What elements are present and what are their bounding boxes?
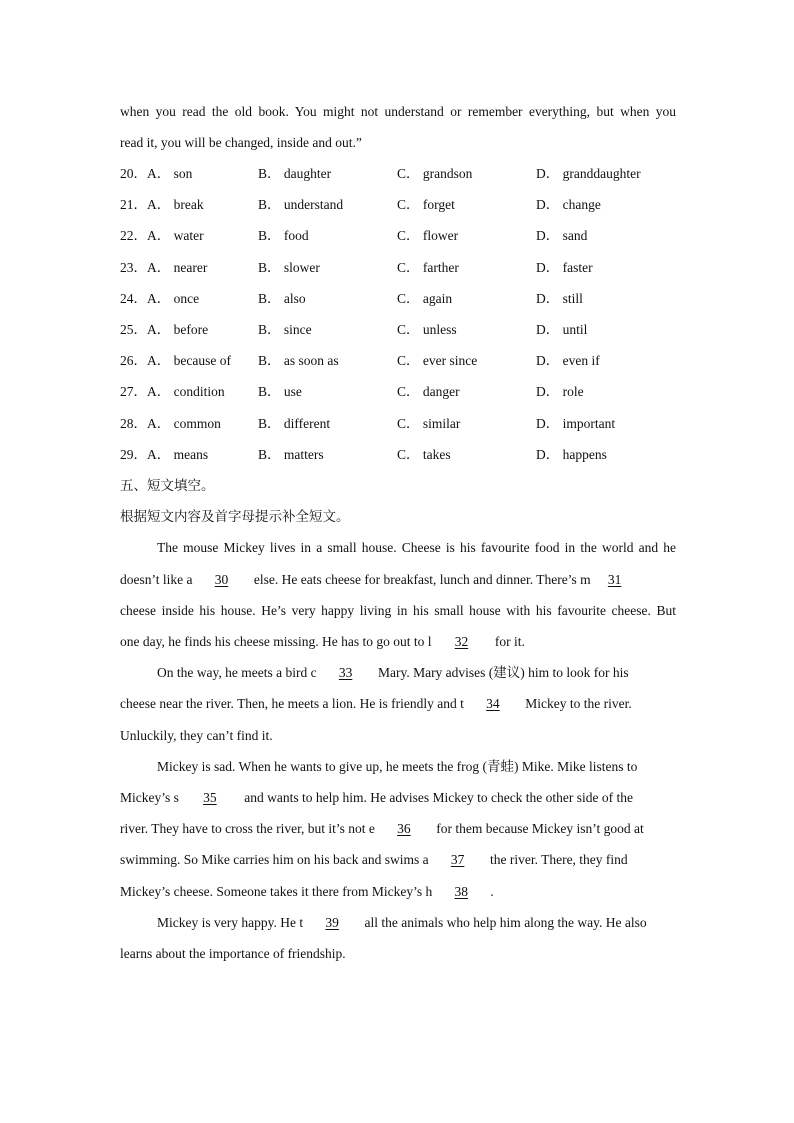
question-option-d: D． sand — [536, 228, 588, 243]
question-option-b: B． food — [258, 228, 309, 243]
question-option-d: D． even if — [536, 353, 600, 368]
passage-line: one day, he finds his cheese missing. He has to go out to l 32 for it. — [120, 634, 525, 649]
question-29 — [120, 447, 676, 463]
question-option-c: C． danger — [397, 384, 460, 399]
question-option-b: B． matters — [258, 447, 324, 462]
question-option-d: D． granddaughter — [536, 166, 641, 181]
question-option-d: D． change — [536, 197, 601, 212]
question-option-c: C． unless — [397, 322, 457, 337]
question-option-c: C． similar — [397, 416, 461, 431]
passage-line: The mouse Mickey lives in a small house. Cheese is his favourite food in the world and he — [157, 540, 676, 555]
question-option-c: C． ever since — [397, 353, 478, 368]
blank-33: 33 — [338, 665, 353, 680]
question-option-d: D． still — [536, 291, 583, 306]
passage-line: Unluckily, they can’t find it. — [120, 728, 273, 743]
passage-line: cheese near the river. Then, he meets a lion. He is friendly and t 34 Mickey to the river. — [120, 696, 632, 711]
question-option-d: D． role — [536, 384, 584, 399]
question-20 — [120, 166, 676, 182]
question-option-d: D． faster — [536, 260, 593, 275]
intro-line-2: read it, you will be changed, inside and out.” — [120, 135, 362, 150]
question-option-b: B． daughter — [258, 166, 332, 181]
passage-line: Mickey is very happy. He t 39 all the animals who help him along the way. He also — [157, 915, 647, 930]
blank-34: 34 — [486, 696, 500, 711]
question-24 — [120, 291, 676, 307]
blank-35: 35 — [203, 790, 217, 805]
question-23 — [120, 260, 676, 276]
question-option-a: 25．A． before — [120, 322, 209, 337]
passage-line: learns about the importance of friendship. — [120, 946, 346, 961]
section-instruction: 根据短文内容及首字母提示补全短文。 — [120, 509, 350, 525]
question-option-b: B． use — [258, 384, 302, 399]
blank-36: 36 — [397, 821, 411, 836]
question-option-a: 28．A． common — [120, 416, 221, 431]
question-option-a: 29．A． means — [120, 447, 209, 462]
passage-line: cheese inside his house. He’s very happy living in his small house with his favourite cheese. But — [120, 603, 676, 618]
question-option-d: D． until — [536, 322, 588, 337]
blank-39: 39 — [325, 915, 339, 930]
question-option-c: C． takes — [397, 447, 451, 462]
passage-line: On the way, he meets a bird c 33 Mary. Mary advises (建议) him to look for his — [157, 665, 629, 680]
question-option-a: 20．A． son — [120, 166, 193, 181]
question-option-c: C． grandson — [397, 166, 473, 181]
passage-line: river. They have to cross the river, but it’s not e 36 for them because Mickey isn’t good at — [120, 821, 644, 836]
question-option-c: C． farther — [397, 260, 459, 275]
passage-line: Mickey’s s 35 and wants to help him. He advises Mickey to check the other side of the — [120, 790, 634, 805]
question-21 — [120, 197, 676, 213]
question-option-a: 22．A． water — [120, 228, 204, 243]
question-option-b: B． since — [258, 322, 312, 337]
question-28 — [120, 416, 676, 432]
question-option-a: 24．A． once — [120, 291, 200, 306]
question-option-b: B． as soon as — [258, 353, 339, 368]
question-option-a: 26．A． because of — [120, 353, 231, 368]
question-option-b: B． slower — [258, 260, 320, 275]
question-22 — [120, 228, 676, 244]
question-26 — [120, 353, 676, 369]
passage-line: swimming. So Mike carries him on his back and swims a 37 the river. There, they find — [120, 852, 628, 867]
question-option-c: C． again — [397, 291, 453, 306]
question-option-a: 27．A． condition — [120, 384, 225, 399]
blank-30: 30 — [214, 572, 229, 587]
blank-31: 31 — [607, 572, 622, 587]
passage-line: Mickey is sad. When he wants to give up, he meets the frog (青蛙) Mike. Mike listens to — [157, 759, 638, 774]
blank-37: 37 — [450, 852, 465, 867]
question-option-d: D． important — [536, 416, 616, 431]
question-option-c: C． flower — [397, 228, 459, 243]
blank-32: 32 — [454, 634, 469, 649]
question-option-b: B． understand — [258, 197, 344, 212]
blank-38: 38 — [454, 884, 469, 899]
question-option-d: D． happens — [536, 447, 607, 462]
section-title: 五、短文填空。 — [120, 478, 215, 494]
question-option-a: 21．A． break — [120, 197, 204, 212]
question-option-b: B． different — [258, 416, 331, 431]
question-25 — [120, 322, 676, 338]
passage-line: Mickey’s cheese. Someone takes it there from Mickey’s h 38 . — [120, 884, 494, 899]
passage-line: doesn’t like a 30 else. He eats cheese for breakfast, lunch and dinner. There’s m 31 — [120, 572, 639, 588]
question-option-c: C． forget — [397, 197, 455, 212]
intro-line-1: when you read the old book. You might not understand or remember everything, but when you — [120, 104, 676, 119]
question-27 — [120, 384, 676, 400]
question-option-a: 23．A． nearer — [120, 260, 208, 275]
question-option-b: B． also — [258, 291, 306, 306]
